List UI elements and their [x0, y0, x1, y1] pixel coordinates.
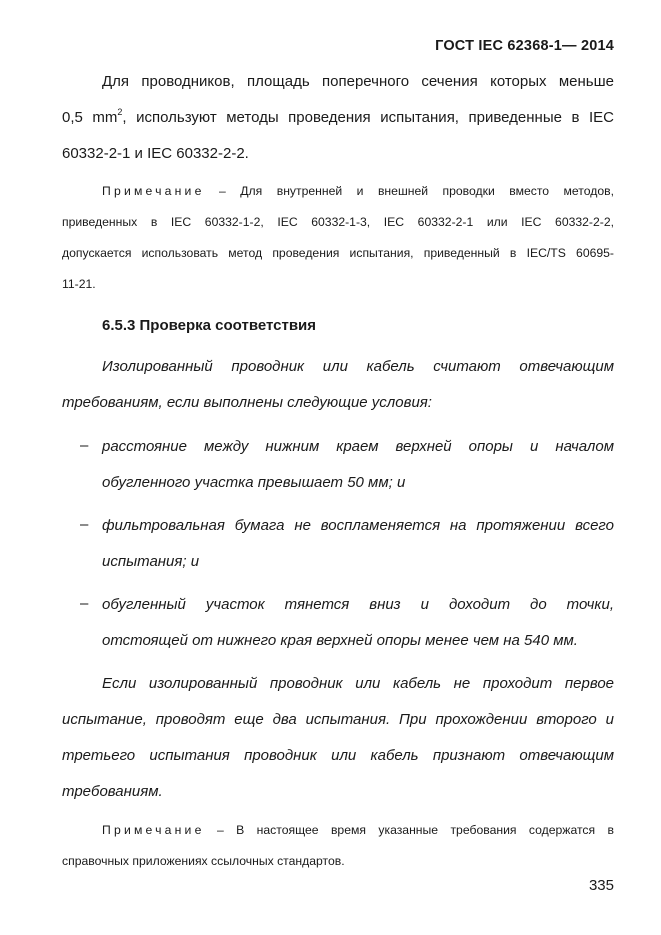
note1-line2: приведенных в IEC 60332-1-2, IEC 60332-1-3, IEC 60332-2-1 или IEC 60332-2-2, — [62, 215, 614, 229]
note1-line1 — [62, 176, 614, 207]
note-wiring-methods — [62, 176, 614, 300]
note2-line2: справочных приложениях ссылочных стандартов. — [62, 854, 345, 868]
paragraph-small-conductors — [62, 64, 614, 172]
list-item-2-line2: испытания; и — [102, 553, 200, 570]
note2-label: Примечание — [102, 823, 205, 837]
list-item — [102, 429, 614, 501]
para1-line3: 60332-2-1 и IEC 60332-2-2. — [62, 145, 249, 162]
section-heading: 6.5.3 Проверка соответствия — [102, 317, 317, 334]
para1-line1: Для проводников, площадь поперечного сечения которых меньше — [102, 73, 614, 90]
list-item-1-line2: обугленного участка превышает 50 мм; и — [102, 474, 406, 491]
paragraph-retest — [62, 666, 614, 810]
note1-line3: допускается использовать метод проведения испытания, приведенный в IEC/TS 60695- — [62, 246, 614, 260]
para2-line1: Изолированный проводник или кабель считают отвечающим — [102, 358, 614, 375]
note1-label: Примечание — [102, 184, 205, 198]
list-item-3-line1: обугленный участок тянется вниз и доходит до точки, — [102, 596, 614, 613]
list-item-3-line2: отстоящей от нижнего края верхней опоры менее чем на 540 мм. — [102, 632, 578, 649]
list-item — [102, 508, 614, 580]
note2-line1 — [62, 815, 614, 846]
list-item-2-line1: фильтровальная бумага не воспламеняется на протяжении всего — [102, 517, 614, 534]
para3-line3: третьего испытания проводник или кабель признают отвечающим — [62, 747, 614, 764]
note-reference-standards — [62, 815, 614, 877]
para1-line2-pre: 0,5 mm — [62, 109, 118, 126]
para2-line2: требованиям, если выполнены следующие условия: — [62, 394, 432, 411]
para1-line2 — [62, 100, 614, 136]
para1-line2-post: , используют методы проведения испытания, приведенные в IEC — [122, 109, 614, 126]
list-dash: – — [80, 516, 89, 533]
superscript-2: 2 — [117, 107, 123, 117]
para3-line4: требованиям. — [62, 783, 163, 800]
list-dash: – — [80, 595, 89, 612]
document-header: ГОСТ IEC 62368-1— 2014 — [435, 38, 614, 54]
para3-line1: Если изолированный проводник или кабель не проходит первое — [102, 675, 614, 692]
note1-line4: 11-21. — [62, 277, 96, 291]
list-item-1-line1: расстояние между нижним краем верхней опоры и началом — [102, 438, 614, 455]
note2-line1-text: – В настоящее время указанные требования содержатся в — [204, 823, 614, 837]
para3-line2: испытание, проводят еще два испытания. При прохождении второго и — [62, 711, 614, 728]
paragraph-compliance-conditions — [62, 349, 614, 421]
list-item — [102, 587, 614, 659]
note1-line1-text: – Для внутренней и внешней проводки вместо методов, — [204, 184, 614, 198]
page-number: 335 — [588, 877, 614, 894]
list-dash: – — [80, 437, 89, 454]
